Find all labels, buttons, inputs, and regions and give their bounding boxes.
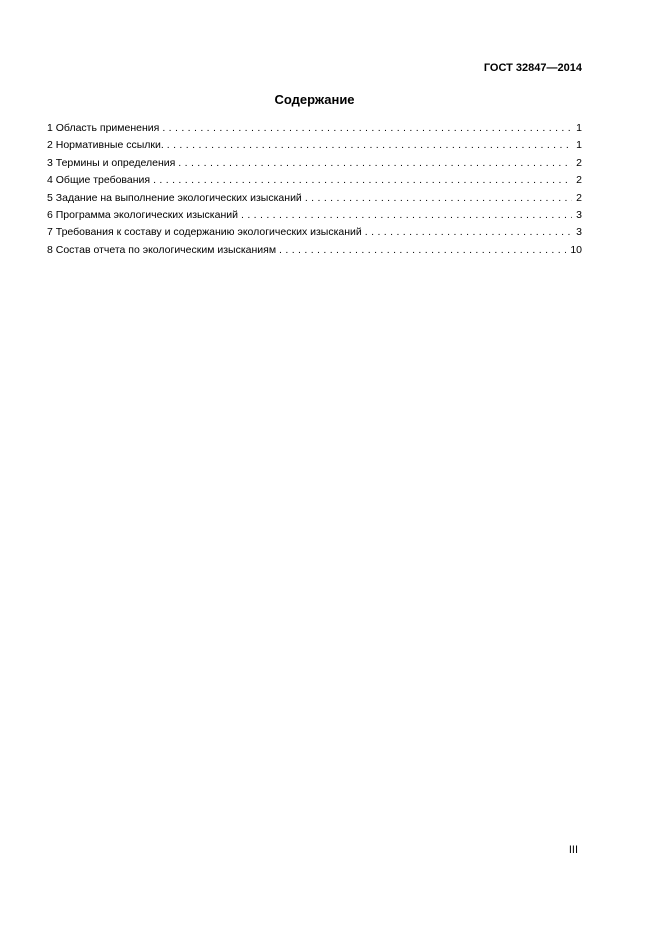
toc-entry-page: 2	[576, 156, 582, 169]
toc-entry-page: 10	[570, 243, 582, 256]
toc-dot-leader	[365, 225, 572, 239]
toc-dot-leader	[153, 173, 572, 187]
toc-entry-page: 2	[576, 191, 582, 204]
toc-dot-leader	[167, 138, 572, 152]
toc-entry-page: 2	[576, 174, 582, 187]
toc-entry-7[interactable]	[47, 225, 582, 242]
toc-entry-2[interactable]	[47, 138, 582, 155]
toc-dot-leader	[241, 208, 572, 222]
toc-entry-page: 3	[576, 226, 582, 239]
toc-entry-3[interactable]	[47, 156, 582, 173]
toc-entry-5[interactable]	[47, 191, 582, 208]
toc-title: Содержание	[274, 92, 355, 107]
toc-entry-label: 5 Задание на выполнение экологических изысканий	[47, 191, 302, 204]
toc-entry-label: 4 Общие требования	[47, 174, 151, 187]
toc-entry-page: 3	[576, 208, 582, 221]
toc-entry-8[interactable]	[47, 243, 582, 260]
toc-dot-leader	[178, 156, 572, 170]
toc-entry-page: 1	[576, 122, 582, 134]
toc-entry-4[interactable]	[47, 173, 582, 190]
toc-entry-6[interactable]	[47, 208, 582, 225]
toc-entry-label: 1 Область применения	[47, 122, 160, 134]
toc-dot-leader	[162, 121, 572, 135]
toc-entry-label: 8 Состав отчета по экологическим изысканиям	[47, 243, 277, 256]
page-number: III	[568, 844, 578, 856]
toc-entry-label: 2 Нормативные ссылки.	[47, 139, 164, 152]
table-of-contents	[47, 121, 582, 260]
toc-entry-page: 1	[576, 139, 582, 152]
toc-entry-1[interactable]	[47, 121, 582, 138]
toc-entry-label: 7 Требования к составу и содержанию экологических изысканий	[47, 226, 362, 239]
toc-dot-leader	[305, 191, 572, 205]
toc-dot-leader	[279, 243, 566, 257]
toc-entry-label: 3 Термины и определения	[47, 156, 176, 169]
toc-entry-label: 6 Программа экологических изысканий	[47, 208, 238, 221]
document-code: ГОСТ 32847—2014	[483, 62, 582, 74]
